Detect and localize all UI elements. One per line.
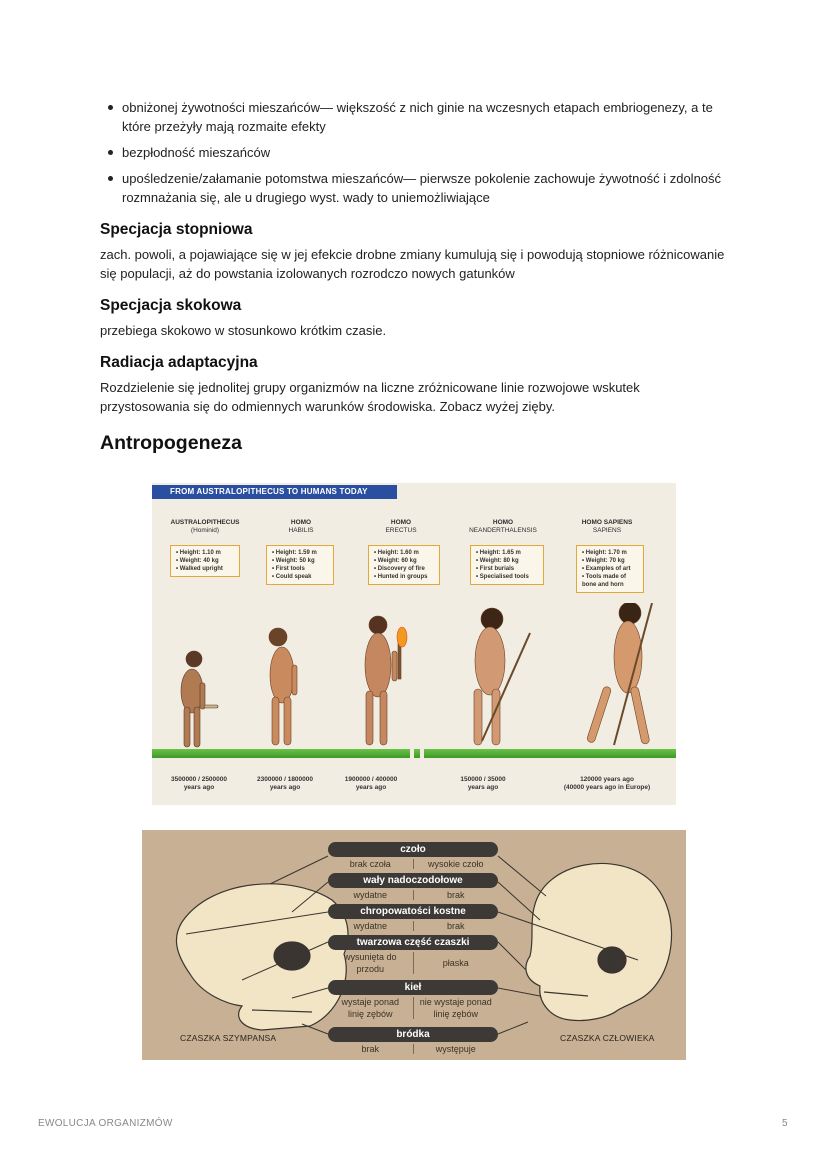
skull-comparison-figure bbox=[142, 830, 686, 1060]
homo-neanderthalensis-figure bbox=[474, 608, 530, 745]
section-heading: Specjacja skokowa bbox=[100, 297, 242, 314]
facts-box: • Height: 1.65 m • Weight: 80 kg • First burials • Specialised tools bbox=[470, 545, 544, 585]
trait-label: chropowatości kostne bbox=[328, 904, 498, 919]
timeline-break bbox=[410, 745, 414, 762]
trait-label: wały nadoczodołowe bbox=[328, 873, 498, 888]
trait-values: brak czoła wysokie czoło bbox=[349, 859, 484, 869]
section-heading: Radiacja adaptacyjna bbox=[100, 354, 258, 371]
stage-date: 1900000 / 400000 years ago bbox=[344, 776, 398, 791]
homo-erectus-figure bbox=[365, 616, 407, 745]
ground-bar bbox=[152, 749, 676, 758]
chimpanzee-skull-caption: CZASZKA SZYMPANSA bbox=[180, 1033, 277, 1043]
trait-values: wysunięta do przodu płaska bbox=[344, 952, 469, 974]
stage-name: HOMO SAPIENS SAPIENS bbox=[581, 519, 633, 534]
section-text: zach. powoli, a pojawiające się w jej efekcie drobne zmiany kumulują się i powodują stopniowe różnicowanie się populacji, aż do powstania izolowanych rozrodczo nowych gatunków bbox=[100, 247, 725, 281]
stage-date: 120000 years ago (40000 years ago in Europe) bbox=[563, 776, 651, 791]
stage-date: 3500000 / 2500000 years ago bbox=[170, 776, 228, 791]
list-item: upośledzenie/załamanie potomstwa mieszańców— pierwsze pokolenie zachowuje żywotność i zdolność rozmnażania się, ale u drugiego wyst. wady to uniemożliwiające bbox=[100, 169, 728, 207]
list-item: bezpłodność mieszańców bbox=[100, 143, 728, 162]
footer-title: EWOLUCJA ORGANIZMÓW bbox=[38, 1118, 173, 1129]
homo-sapiens-figure bbox=[586, 603, 652, 745]
stage-date: 2300000 / 1800000 years ago bbox=[256, 776, 314, 791]
stage-name: HOMO HABILIS bbox=[288, 519, 314, 534]
homo-habilis-figure bbox=[269, 628, 297, 745]
figure-banner: FROM AUSTRALOPITHECUS TO HUMANS TODAY bbox=[152, 485, 397, 499]
trait-label: czoło bbox=[328, 842, 498, 857]
stage-name: HOMO NEANDERTHALENSIS bbox=[469, 519, 537, 534]
facts-box: • Height: 1.59 m • Weight: 50 kg • First tools • Could speak bbox=[266, 545, 334, 585]
trait-label: bródka bbox=[328, 1027, 498, 1042]
section-text: przebiega skokowo w stosunkowo krótkim czasie. bbox=[100, 323, 387, 338]
trait-values: wydatne brak bbox=[353, 921, 465, 931]
australopithecus-figure bbox=[181, 651, 218, 747]
facts-box: • Height: 1.10 m • Weight: 40 kg • Walked upright bbox=[170, 545, 240, 577]
stage-name: HOMO ERECTUS bbox=[385, 519, 417, 534]
stage-name: AUSTRALOPITHECUS (Hominid) bbox=[170, 519, 240, 534]
bullet-list bbox=[100, 98, 728, 207]
section-heading: Specjacja stopniowa bbox=[100, 221, 253, 238]
human-skull bbox=[526, 863, 672, 1020]
human-skull-caption: CZASZKA CZŁOWIEKA bbox=[560, 1033, 655, 1043]
timeline-break bbox=[420, 745, 424, 762]
trait-values: brak występuje bbox=[361, 1044, 476, 1054]
hominid-figures bbox=[152, 603, 676, 753]
section-text: Rozdzielenie się jednolitej grupy organizmów na liczne zróżnicowane linie rozwojowe wskutek przystosowania się do odmiennych warunków środowiska. Zobacz wyżej zięby. bbox=[100, 380, 640, 414]
page-title: Antropogeneza bbox=[100, 432, 242, 454]
stage-date: 150000 / 35000 years ago bbox=[460, 776, 506, 791]
trait-values: wydatne brak bbox=[353, 890, 465, 900]
page-number: 5 bbox=[782, 1118, 788, 1129]
list-item: obniżonej żywotności mieszańców— większość z nich ginie na wczesnych etapach embriogenezy, a te które przeżyły mają rozmaite efekty bbox=[100, 98, 728, 136]
page-content bbox=[100, 98, 728, 465]
facts-box: • Height: 1.60 m • Weight: 60 kg • Discovery of fire • Hunted in groups bbox=[368, 545, 440, 585]
evolution-figure bbox=[152, 483, 676, 805]
facts-box: • Height: 1.70 m • Weight: 70 kg • Examples of art • Tools made of bone and horn bbox=[576, 545, 644, 593]
trait-label: kieł bbox=[328, 980, 498, 995]
chimpanzee-skull bbox=[176, 884, 348, 1030]
trait-label: twarzowa część czaszki bbox=[328, 935, 498, 950]
trait-values: wystaje ponad linię zębów nie wystaje ponad linię zębów bbox=[341, 997, 492, 1019]
